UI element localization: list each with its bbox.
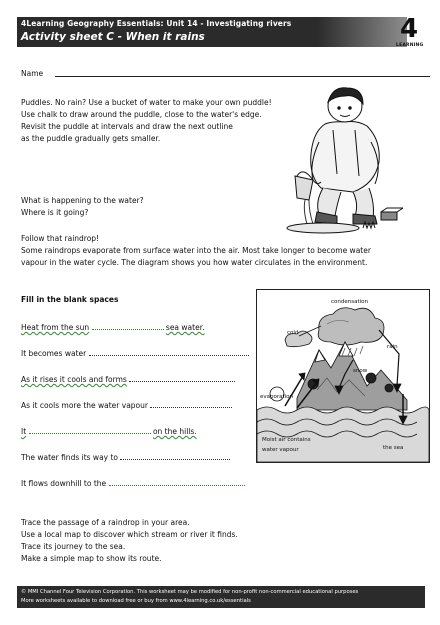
question-where-going: Where is it going? [21,208,89,217]
paragraph-line-1: Some raindrops evaporate from surface water into the air. Most take longer to become water [21,246,371,255]
label-condensation: condensation [331,299,369,305]
intro-line-4: as the puddle gradually gets smaller. [21,134,161,143]
fill-item [21,476,245,491]
intro-line-2: Use chalk to draw around the puddle, close to the water's edge. [21,110,262,119]
intro-line-1: Puddles. No rain? Use a bucket of water to make your own puddle! [21,98,272,107]
fill-blank[interactable] [29,424,151,434]
trace-line-3: Trace its journey to the sea. [21,542,126,551]
caption-line-2: water vapour [262,447,299,453]
fill-item-text: As it rises it cools and forms [21,375,127,384]
fill-item-text: The water finds its way to [21,453,119,462]
fill-item [21,320,204,335]
paragraph-line-2: vapour in the water cycle. The diagram shows you how water circulates in the environment. [21,258,368,267]
label-cold: cold [287,330,299,336]
trace-line-1: Trace the passage of a raindrop in your area. [21,518,190,527]
copyright-line: © MMI Channel Four Television Corporation. This worksheet may be modified for non-profit non-commercial educational purposes [21,589,359,595]
intro-line-3: Revisit the puddle at intervals and draw the next outline [21,122,233,131]
fill-item [21,398,232,413]
label-rain: rain [387,344,398,350]
name-write-line[interactable] [55,76,430,77]
fill-item-text: It flows downhill to the [21,479,107,488]
fill-item-text: As it cools more the water vapour [21,401,148,410]
fill-item-text: It becomes water [21,349,87,358]
child-puddle-illustration [283,84,403,234]
fill-item-text: sea water. [165,323,205,332]
name-label: Name [21,69,44,78]
label-snow: snow [353,368,368,374]
fill-item [21,346,249,361]
logo-caption: LEARNING [396,43,424,48]
follow-raindrop: Follow that raindrop! [21,234,100,243]
header-band [17,17,407,47]
fill-item-text: Heat from the sun [21,323,90,332]
label-evaporation: evaporation [260,394,294,400]
footer-band [17,586,425,608]
trace-line-4: Make a simple map to show its route. [21,554,162,563]
fill-blank[interactable] [109,476,245,486]
channel-4-logo [396,15,422,55]
fill-blank[interactable] [150,398,232,408]
fill-item [21,424,197,439]
channel-4-logo-mark: 4 [399,14,419,44]
fill-heading: Fill in the blank spaces [21,295,119,304]
fill-blank[interactable] [120,450,230,460]
fill-blank[interactable] [92,320,164,330]
child-puddle-drawing [283,84,403,234]
page-title: Activity sheet C - When it rains [21,31,205,43]
series-title: 4Learning Geography Essentials: Unit 14 - Investigating rivers [21,19,292,28]
trace-line-2: Use a local map to discover which stream or river it finds. [21,530,238,539]
fill-blank[interactable] [89,346,249,356]
download-line: More worksheets available to download free or buy from www.4learning.co.uk/essentials [21,598,251,604]
question-what-happening: What is happening to the water? [21,196,144,205]
fill-item [21,372,235,387]
fill-blank[interactable] [129,372,235,382]
label-the-sea: the sea [383,445,404,451]
fill-item-text: on the hills. [152,427,197,436]
water-cycle-diagram [256,289,430,463]
header-gradient [317,17,407,47]
fill-item-text: It [21,427,27,436]
fill-item [21,450,230,465]
caption-line-1: Moist air contains [262,437,311,443]
